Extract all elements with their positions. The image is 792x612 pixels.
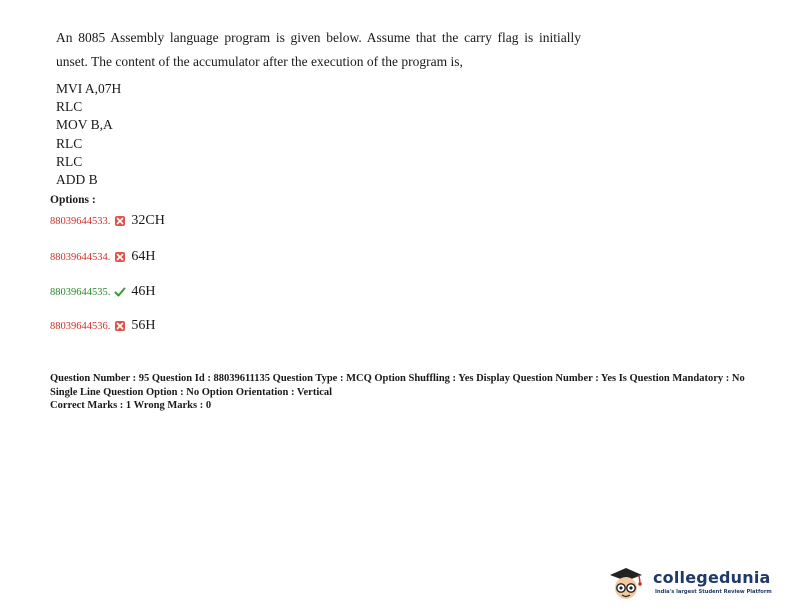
code-line: MOV B,A xyxy=(56,117,113,133)
code-line: RLC xyxy=(56,99,83,115)
option-text: 64H xyxy=(131,249,156,264)
check-icon xyxy=(114,286,126,298)
option-text: 32CH xyxy=(131,213,165,228)
metadata-marks: Correct Marks : 1 Wrong Marks : 0 xyxy=(50,400,212,411)
option-id: 88039644536. xyxy=(50,320,111,332)
option-4 xyxy=(50,318,156,334)
option-1 xyxy=(50,213,165,229)
cross-icon xyxy=(114,320,126,332)
option-id: 88039644535. xyxy=(50,286,111,298)
mascot-icon xyxy=(606,565,650,601)
metadata-line: Question Number : 95 Question Id : 88039611135 Question Type : MCQ Option Shuffling : Yes Display Question Number : Yes Is Question Mandatory : No Single Line Question Option : No Option Orientation : Vertical xyxy=(50,373,745,398)
code-line: RLC xyxy=(56,153,83,169)
collegedunia-logo xyxy=(606,565,788,601)
option-id: 88039644533. xyxy=(50,215,111,227)
logo-brand: collegedunia xyxy=(653,568,771,587)
logo-tagline: India's largest Student Review Platform xyxy=(655,589,772,595)
code-block xyxy=(56,80,121,189)
option-id: 88039644534. xyxy=(50,251,111,263)
question-text: An 8085 Assembly language program is given below. Assume that the carry flag is initially unset. The content of the accumulator after the execution of the program is, xyxy=(56,30,581,69)
option-text: 56H xyxy=(131,318,156,333)
question-metadata xyxy=(50,372,750,413)
options-label: Options : xyxy=(50,194,96,206)
code-line: RLC xyxy=(56,135,83,151)
cross-icon xyxy=(114,251,126,263)
option-3 xyxy=(50,284,156,300)
option-text: 46H xyxy=(131,284,156,299)
cross-icon xyxy=(114,215,126,227)
code-line: ADD B xyxy=(56,172,98,188)
option-2 xyxy=(50,249,156,265)
code-line: MVI A,07H xyxy=(56,81,122,96)
